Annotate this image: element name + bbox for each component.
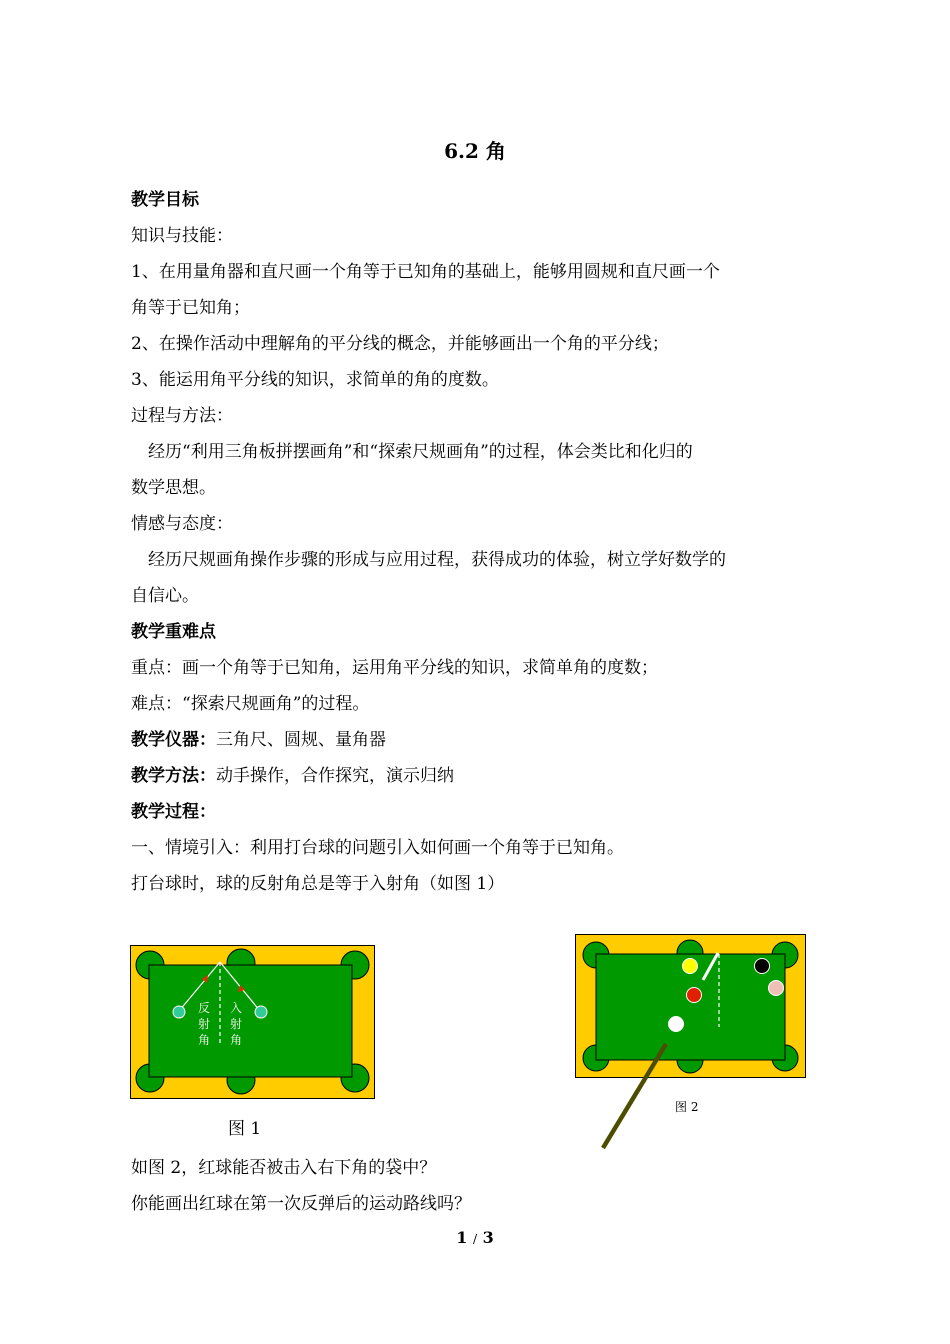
page-current: 1 [456,1228,468,1247]
incident-label-2: 射 [230,1017,243,1031]
process-text-a: 经历“利用三角板拼摆画角”和“探索尺规画角”的过程，体会类比和化归的 [148,442,693,462]
reflect-label-1: 反 [198,1001,211,1015]
questions [131,1152,811,1224]
question-2: 你能画出红球在第一次反弹后的运动路线吗？ [131,1194,471,1214]
felt [149,965,352,1077]
cue-ball-icon [669,1017,684,1032]
instruments-line [131,724,811,760]
emotion-text-a: 经历尺规画角操作步骤的形成与应用过程，获得成功的体验，树立学好数学的 [148,550,726,570]
figure-2-caption: 图 2 [675,1100,699,1114]
instruments-value: 三角尺、圆规、量角器 [216,730,386,750]
incident-label-1: 入 [230,1001,243,1015]
process-label: 过程与方法： [131,406,233,426]
figure-1-caption: 图 1 [228,1119,262,1139]
knowledge-item-1b: 角等于已知角； [131,298,250,318]
ball-icon [683,959,698,974]
emotion-text-b: 自信心。 [131,586,199,606]
page-total: 3 [482,1228,494,1247]
ball-icon [255,1006,267,1018]
ball-icon [755,959,770,974]
difficulty-text: 难点：“探索尺规画角”的过程。 [131,694,370,714]
procedure-heading: 教学过程： [131,802,216,822]
process-text-b: 数学思想。 [131,478,216,498]
keypoints-heading: 教学重难点 [131,622,216,642]
knowledge-label: 知识与技能： [131,226,233,246]
incident-label-3: 角 [230,1033,243,1047]
billiards-note: 打台球时，球的反射角总是等于入射角（如图 1） [131,874,505,894]
figure-2-billiard-table [574,932,810,1154]
reflect-label-2: 射 [198,1017,211,1031]
goals-heading: 教学目标 [131,190,199,210]
ball-icon [769,981,784,996]
methods-value: 动手操作，合作探究，演示归纳 [216,766,454,786]
page-title: 6.2 角 [444,139,506,163]
knowledge-item-1a: 1、在用量角器和直尺画一个角等于已知角的基础上，能够用圆规和直尺画一个 [131,262,720,282]
methods-line [131,760,811,796]
keypoint-text: 重点：画一个角等于已知角，运用角平分线的知识，求简单角的度数； [131,658,658,678]
document-body [131,184,811,904]
ball-icon [173,1006,185,1018]
reflect-label-3: 角 [198,1033,211,1047]
red-ball-icon [687,988,702,1003]
emotion-label: 情感与态度： [131,514,233,534]
page-number [0,1228,950,1247]
knowledge-item-2: 2、在操作活动中理解角的平分线的概念，并能够画出一个角的平分线； [131,334,669,354]
figure-1-billiard-table [130,945,376,1100]
instruments-label: 教学仪器： [131,730,216,750]
methods-label: 教学方法： [131,766,216,786]
intro-text: 一、情境引入：利用打台球的问题引入如何画一个角等于已知角。 [131,838,624,858]
page-separator: / [472,1232,478,1246]
question-1: 如图 2，红球能否被击入右下角的袋中？ [131,1158,437,1178]
knowledge-item-3: 3、能运用角平分线的知识，求简单的角的度数。 [131,370,499,390]
